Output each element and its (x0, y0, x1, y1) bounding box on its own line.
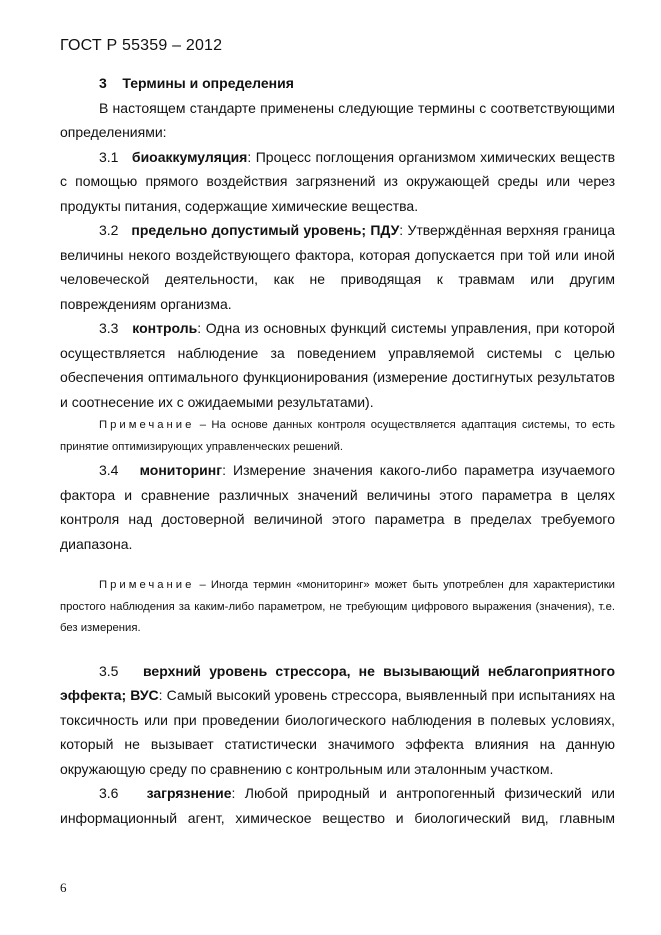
term-3-2 (60, 218, 615, 316)
term-definition: : Одна из основных функций системы управления, при которой осуществляется наблюдение за поведением управляемой системы с целью обеспечения оптимального функционирования (измерение достигнутых результатов и соотнесение их с ожидаемыми результатами). (60, 320, 615, 410)
term-definition: : Измерение значения какого-либо параметра изучаемого фактора и сравнение различных значений величины этого параметра в целях контроля над достоверной величиной этого параметра в пределах требуемого диапазона. (60, 462, 616, 552)
intro-paragraph: В настоящем стандарте применены следующие термины с соответствующими определениями: (60, 99, 615, 140)
document-header: ГОСТ Р 55359 – 2012 (60, 37, 223, 54)
term-name: мониторинг (139, 462, 223, 478)
term-number: 3.1 (99, 148, 119, 165)
document-body (60, 71, 615, 830)
section-heading (60, 71, 615, 96)
page-number: 6 (60, 880, 67, 895)
term-definition: : Процесс поглощения организмом химических веществ с помощью прямого воздействия загрязнений из окружающей среды или через продукты питания, содержащие химические вещества. (60, 148, 616, 214)
term-number: 3.4 (99, 462, 119, 478)
note-text: – На основе данных контроля осуществляется адаптация системы, то есть принятие оптимизирующих управленческих решений. (60, 419, 615, 453)
term-definition: : Утверждённая верхняя граница величины некого воздействующего фактора, которая допускается при той или иной человеческой деятельности, как не приводящая к травмам или другим повреждениям организма. (60, 222, 615, 312)
term-name: контроль (132, 320, 198, 336)
note-3-3 (60, 415, 615, 458)
term-name: загрязнение (146, 785, 232, 801)
term-name: верхний уровень стрессора, не вызывающий неблагоприятного эффекта; ВУС (60, 662, 616, 703)
section-title: Термины и определения (122, 75, 294, 91)
note-label: Примечание (99, 579, 195, 591)
term-number: 3.6 (99, 785, 119, 801)
term-definition: : Самый высокий уровень стрессора, выявленный при испытаниях на токсичность или при проведении биологического наблюдения в полевых условиях, который не вызывает статистически значимого эффекта влияния на данную окружающую среду по сравнению с контрольным или эталонным участком. (60, 687, 616, 777)
term-3-5 (60, 659, 615, 782)
note-text: – Иногда термин «мониторинг» может быть употреблен для характеристики простого наблюдения за каким-либо параметром, не требующим цифрового выражения (значения), т.е. без измерения. (60, 579, 615, 634)
term-3-6 (60, 781, 615, 830)
note-label: Примечание (99, 419, 195, 431)
term-name: биоаккумуляция (131, 148, 248, 165)
term-definition: : Любой природный и антропогенный физический или информационный агент, химическое вещество и биологический вид, главным (60, 785, 615, 826)
note-3-4 (60, 575, 615, 640)
term-3-1 (60, 145, 615, 219)
term-number: 3.3 (99, 320, 119, 336)
term-3-3 (60, 316, 615, 414)
term-number: 3.5 (99, 662, 119, 679)
section-number: 3 (99, 75, 107, 91)
term-3-4 (60, 458, 615, 556)
term-name: предельно допустимый уровень; ПДУ (131, 222, 400, 238)
term-number: 3.2 (99, 222, 119, 238)
